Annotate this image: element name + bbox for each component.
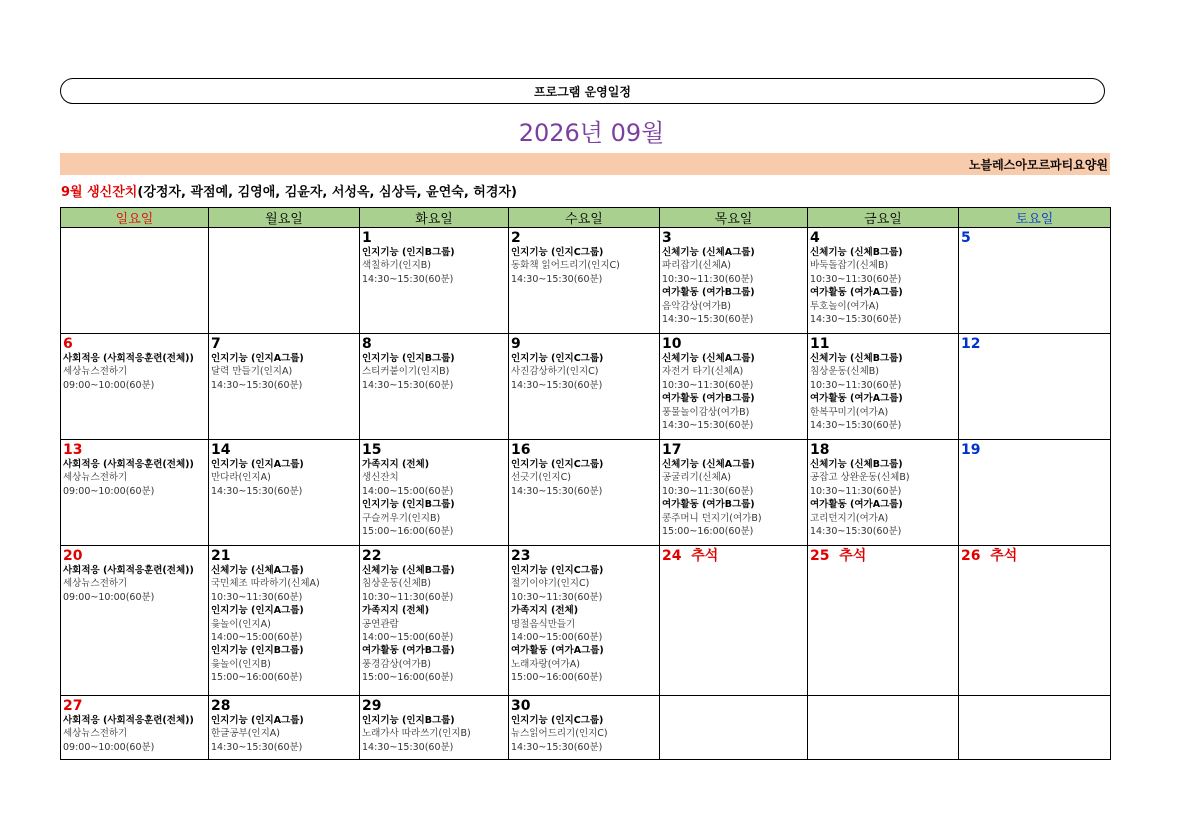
day-number: 9 (511, 336, 521, 352)
event-time: 14:30~15:30(60분) (511, 379, 603, 391)
event-title: 여가활동 (여가B그룹) (362, 645, 455, 657)
event-title: 여가활동 (여가A그룹) (810, 287, 903, 299)
event-time: 10:30~11:30(60분) (810, 379, 902, 391)
event-activity: 자전거 타기(신체A) (662, 366, 744, 378)
day-number: 10 (662, 336, 682, 352)
schedule-event (511, 246, 657, 286)
event-activity: 세상뉴스전하기 (63, 472, 128, 484)
event-time: 10:30~11:30(60분) (511, 591, 603, 603)
calendar-day-cell (209, 546, 360, 696)
calendar-day-cell (808, 546, 959, 696)
day-number: 14 (211, 442, 231, 458)
weekday-friday: 금요일 (808, 208, 959, 228)
event-time: 14:30~15:30(60분) (211, 379, 303, 391)
event-title: 인지기능 (인지B그룹) (362, 247, 455, 258)
event-time: 14:30~15:30(60분) (211, 485, 303, 497)
event-title: 신체기능 (신체A그룹) (662, 459, 755, 470)
event-activity: 공잡고 상완운동(신체B) (810, 472, 910, 484)
event-time: 15:00~16:00(60분) (362, 526, 454, 538)
event-title: 여가활동 (여가A그룹) (511, 645, 604, 657)
event-title: 인지기능 (인지C그룹) (511, 565, 604, 576)
schedule-event (362, 564, 506, 604)
calendar-day-cell (360, 334, 509, 440)
event-title: 여가활동 (여가B그룹) (662, 287, 755, 299)
calendar-day-cell (209, 440, 360, 546)
event-activity: 생신잔치 (362, 472, 399, 484)
event-title: 인지기능 (인지A그룹) (211, 459, 304, 470)
day-number: 13 (63, 442, 83, 458)
facility-bar (60, 153, 1110, 175)
holiday-name: 추석 (990, 548, 1018, 564)
calendar-day-cell (61, 228, 209, 334)
calendar-day-cell (61, 334, 209, 440)
calendar-day-cell (509, 440, 660, 546)
month-title: 2026년 09월 (518, 119, 665, 147)
day-number: 8 (362, 336, 372, 352)
event-title: 인지기능 (인지B그룹) (362, 715, 455, 726)
event-title: 인지기능 (인지C그룹) (511, 715, 604, 726)
weekday-sunday: 일요일 (61, 208, 209, 228)
holiday-label (961, 548, 1108, 564)
schedule-event (662, 392, 805, 432)
birthday-line (61, 181, 517, 200)
calendar-day-cell (61, 696, 209, 760)
event-time: 10:30~11:30(60분) (662, 273, 754, 285)
day-number: 4 (810, 230, 820, 246)
schedule-event (810, 286, 956, 326)
day-number: 15 (362, 442, 382, 458)
schedule-event (810, 498, 956, 538)
event-activity: 윷놀이(인지A) (211, 618, 271, 630)
event-title: 신체기능 (신체A그룹) (662, 353, 755, 364)
event-title: 여가활동 (여가A그룹) (810, 393, 903, 405)
event-activity: 한글공부(인지A) (211, 728, 280, 740)
event-time: 09:00~10:00(60분) (63, 741, 155, 753)
calendar-day-cell (360, 440, 509, 546)
schedule-event (362, 498, 506, 538)
schedule-event (511, 564, 657, 604)
schedule-event (511, 644, 657, 684)
schedule-event (662, 246, 805, 286)
calendar-day-cell (660, 546, 808, 696)
event-title: 사회적응 (사회적응훈련(전체)) (63, 353, 194, 364)
schedule-event (810, 458, 956, 498)
event-time: 09:00~10:00(60분) (63, 485, 155, 497)
event-time: 14:30~15:30(60분) (810, 526, 902, 538)
calendar-day-cell (660, 440, 808, 546)
schedule-event (662, 498, 805, 538)
calendar-day-cell (209, 334, 360, 440)
calendar-day-cell (360, 696, 509, 760)
schedule-event (211, 714, 357, 754)
event-activity: 절기이야기(인지C) (511, 578, 590, 590)
day-number: 7 (211, 336, 221, 352)
schedule-event (662, 352, 805, 392)
event-title: 여가활동 (여가B그룹) (662, 499, 755, 511)
schedule-event (211, 564, 357, 604)
event-activity: 바둑돌잡기(신체B) (810, 260, 889, 272)
event-title: 인지기능 (인지B그룹) (362, 353, 455, 364)
calendar-day-cell (509, 334, 660, 440)
schedule-event (362, 644, 506, 684)
calendar-day-cell (360, 546, 509, 696)
event-title: 신체기능 (신체B그룹) (810, 353, 903, 364)
event-activity: 파리잡기(신체A) (662, 260, 731, 272)
weekday-saturday: 토요일 (959, 208, 1111, 228)
event-activity: 뉴스읽어드리기(인지C) (511, 728, 608, 740)
schedule-event (511, 604, 657, 644)
schedule-event (511, 352, 657, 392)
schedule-event (662, 458, 805, 498)
day-number: 24 (662, 548, 682, 564)
event-activity: 노래가사 따라쓰기(인지B) (362, 728, 471, 740)
calendar-day-cell (61, 440, 209, 546)
event-activity: 세상뉴스전하기 (63, 366, 128, 378)
event-activity: 선긋기(인지C) (511, 472, 571, 484)
calendar-day-cell (959, 696, 1111, 760)
event-time: 15:00~16:00(60분) (211, 672, 303, 684)
event-title: 신체기능 (신체B그룹) (810, 247, 903, 258)
day-number: 17 (662, 442, 682, 458)
calendar-day-cell (959, 334, 1111, 440)
event-time: 14:30~15:30(60분) (511, 273, 603, 285)
schedule-event (211, 352, 357, 392)
day-number: 22 (362, 548, 382, 564)
calendar-week-row (61, 696, 1111, 760)
day-number: 25 (810, 548, 830, 564)
weekday-tuesday: 화요일 (360, 208, 509, 228)
calendar-day-cell (959, 228, 1111, 334)
event-activity: 구슬꺼우기(인지B) (362, 512, 441, 524)
event-time: 10:30~11:30(60분) (362, 591, 454, 603)
day-number: 26 (961, 548, 981, 564)
event-title: 사회적응 (사회적응훈련(전체)) (63, 715, 194, 726)
calendar-day-cell (660, 696, 808, 760)
event-time: 14:30~15:30(60분) (362, 741, 454, 753)
day-number: 6 (63, 336, 73, 352)
event-time: 10:30~11:30(60분) (662, 379, 754, 391)
schedule-event (362, 604, 506, 644)
event-time: 10:30~11:30(60분) (810, 273, 902, 285)
calendar-day-cell (959, 546, 1111, 696)
day-number: 11 (810, 336, 830, 352)
day-number: 30 (511, 698, 531, 714)
event-title: 사회적응 (사회적응훈련(전체)) (63, 565, 194, 576)
day-number: 27 (63, 698, 83, 714)
event-activity: 스티커붙이기(인지B) (362, 366, 450, 378)
event-activity: 사진감상하기(인지C) (511, 366, 599, 378)
calendar-day-cell (360, 228, 509, 334)
event-time: 09:00~10:00(60분) (63, 379, 155, 391)
event-title: 신체기능 (신체B그룹) (810, 459, 903, 470)
schedule-event (211, 604, 357, 644)
schedule-event (810, 246, 956, 286)
event-time: 15:00~16:00(60분) (511, 672, 603, 684)
event-activity: 공굴리기(신체A) (662, 472, 731, 484)
weekday-thursday: 목요일 (660, 208, 808, 228)
event-title: 인지기능 (인지B그룹) (211, 645, 304, 657)
event-time: 14:00~15:00(60분) (511, 632, 603, 644)
event-activity: 풍경감상(여가B) (362, 658, 431, 670)
schedule-event (511, 458, 657, 498)
calendar-week-row (61, 228, 1111, 334)
calendar-table (60, 207, 1111, 760)
event-activity: 세상뉴스전하기 (63, 578, 128, 590)
event-title: 인지기능 (인지A그룹) (211, 353, 304, 364)
event-time: 14:30~15:30(60분) (662, 314, 754, 326)
calendar-day-cell (660, 228, 808, 334)
event-activity: 동화책 읽어드리기(인지C) (511, 260, 620, 272)
calendar-day-cell (61, 546, 209, 696)
calendar-day-cell (509, 228, 660, 334)
day-number: 3 (662, 230, 672, 246)
event-activity: 달력 만들기(인지A) (211, 366, 293, 378)
event-time: 14:30~15:30(60분) (511, 485, 603, 497)
facility-name: 노블레스아모르파티요양원 (968, 157, 1108, 172)
day-number: 29 (362, 698, 382, 714)
birthday-names: (강정자, 곽점예, 김영애, 김윤자, 서성옥, 심상득, 윤연숙, 허경자) (137, 185, 517, 200)
event-title: 인지기능 (인지A그룹) (211, 605, 304, 617)
event-time: 14:30~15:30(60분) (810, 420, 902, 432)
event-time: 10:30~11:30(60분) (662, 485, 754, 497)
event-time: 14:30~15:30(60분) (662, 420, 754, 432)
calendar-day-cell (808, 696, 959, 760)
event-activity: 세상뉴스전하기 (63, 728, 128, 740)
calendar-day-cell (509, 696, 660, 760)
day-number: 5 (961, 230, 971, 246)
calendar-day-cell (808, 334, 959, 440)
event-activity: 명절음식만들기 (511, 618, 576, 630)
event-time: 09:00~10:00(60분) (63, 591, 155, 603)
event-title: 가족지지 (전체) (511, 605, 579, 617)
holiday-label (810, 548, 956, 564)
event-activity: 노래자랑(여가A) (511, 658, 580, 670)
event-title: 가족지지 (전체) (362, 459, 430, 470)
event-time: 15:00~16:00(60분) (362, 672, 454, 684)
calendar-week-row (61, 546, 1111, 696)
schedule-event (362, 714, 506, 754)
event-time: 10:30~11:30(60분) (211, 591, 303, 603)
schedule-event (810, 392, 956, 432)
event-title: 여가활동 (여가A그룹) (810, 499, 903, 511)
day-number: 16 (511, 442, 531, 458)
day-number: 2 (511, 230, 521, 246)
schedule-event (63, 564, 206, 604)
event-title: 사회적응 (사회적응훈련(전체)) (63, 459, 194, 470)
day-number: 18 (810, 442, 830, 458)
event-time: 14:00~15:00(60분) (211, 632, 303, 644)
calendar-day-cell (209, 696, 360, 760)
weekday-wednesday: 수요일 (509, 208, 660, 228)
event-activity: 음악감상(여가B) (662, 300, 731, 312)
event-activity: 풍물놀이감상(여가B) (662, 406, 750, 418)
calendar-day-cell (808, 228, 959, 334)
event-activity: 공연관람 (362, 618, 399, 630)
event-time: 14:30~15:30(60분) (211, 741, 303, 753)
event-title: 신체기능 (신체A그룹) (662, 247, 755, 258)
day-number: 12 (961, 336, 981, 352)
calendar-week-row (61, 334, 1111, 440)
event-time: 14:30~15:30(60분) (810, 314, 902, 326)
schedule-event (362, 246, 506, 286)
event-title: 여가활동 (여가B그룹) (662, 393, 755, 405)
schedule-event (511, 714, 657, 754)
event-activity: 윷놀이(인지B) (211, 658, 271, 670)
event-time: 14:30~15:30(60분) (362, 273, 454, 285)
event-title: 인지기능 (인지A그룹) (211, 715, 304, 726)
schedule-event (810, 352, 956, 392)
schedule-event (211, 458, 357, 498)
schedule-event (662, 286, 805, 326)
event-activity: 침상운동(신체B) (362, 578, 431, 590)
day-number: 19 (961, 442, 981, 458)
event-time: 14:00~15:00(60분) (362, 485, 454, 497)
event-activity: 한복꾸미기(여가A) (810, 406, 889, 418)
event-time: 10:30~11:30(60분) (810, 485, 902, 497)
event-activity: 침상운동(신체B) (810, 366, 879, 378)
header-title: 프로그램 운영일정 (534, 84, 631, 99)
event-activity: 투호놀이(여가A) (810, 300, 879, 312)
calendar-day-cell (509, 546, 660, 696)
event-activity: 만다라(인지A) (211, 472, 271, 484)
birthday-label: 9월 생신잔치 (61, 185, 138, 200)
calendar-day-cell (660, 334, 808, 440)
event-activity: 고리던지기(여가A) (810, 512, 889, 524)
schedule-event (63, 458, 206, 498)
day-number: 28 (211, 698, 231, 714)
calendar-day-cell (959, 440, 1111, 546)
event-activity: 국민체조 따라하기(신체A) (211, 578, 320, 590)
schedule-event (362, 458, 506, 498)
calendar-day-cell (209, 228, 360, 334)
event-time: 15:00~16:00(60분) (662, 526, 754, 538)
schedule-event (63, 352, 206, 392)
event-title: 신체기능 (신체A그룹) (211, 565, 304, 576)
calendar-day-cell (808, 440, 959, 546)
day-number: 20 (63, 548, 83, 564)
weekday-header-row (61, 208, 1111, 228)
event-activity: 색칠하기(인지B) (362, 260, 431, 272)
event-time: 14:00~15:00(60분) (362, 632, 454, 644)
schedule-event (362, 352, 506, 392)
program-schedule-header (60, 78, 1105, 104)
calendar-week-row (61, 440, 1111, 546)
day-number: 1 (362, 230, 372, 246)
event-title: 인지기능 (인지C그룹) (511, 247, 604, 258)
holiday-name: 추석 (691, 548, 719, 564)
event-time: 14:30~15:30(60분) (511, 741, 603, 753)
day-number: 23 (511, 548, 531, 564)
holiday-label (662, 548, 805, 564)
weekday-monday: 월요일 (209, 208, 360, 228)
event-title: 인지기능 (인지C그룹) (511, 459, 604, 470)
day-number: 21 (211, 548, 231, 564)
schedule-event (211, 644, 357, 684)
event-title: 신체기능 (신체B그룹) (362, 565, 455, 576)
event-title: 가족지지 (전체) (362, 605, 430, 617)
event-title: 인지기능 (인지C그룹) (511, 353, 604, 364)
event-time: 14:30~15:30(60분) (362, 379, 454, 391)
schedule-event (63, 714, 206, 754)
holiday-name: 추석 (839, 548, 867, 564)
event-title: 인지기능 (인지B그룹) (362, 499, 455, 511)
event-activity: 콩주머니 던지기(여가B) (662, 512, 762, 524)
